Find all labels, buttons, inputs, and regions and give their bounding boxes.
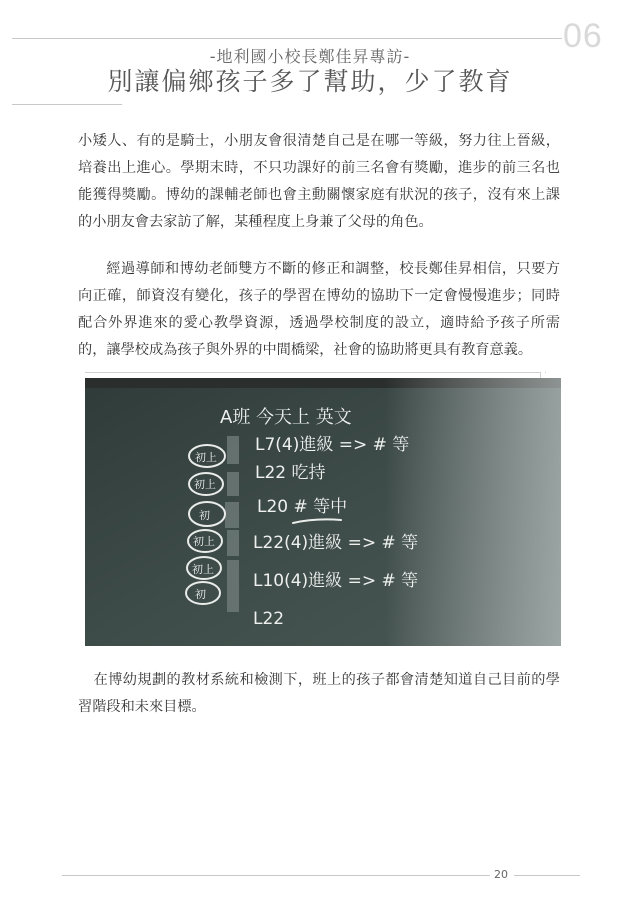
footer-rule-right: [514, 875, 580, 876]
photo-frame-bottom: [545, 372, 546, 373]
board-row-4: L22(4)進級 => # 等: [253, 533, 419, 553]
paragraph-2: [78, 256, 560, 364]
paragraph-3: [78, 667, 560, 721]
paragraph-3-text: 在博幼規劃的教材系統和檢測下，班上的孩子都會清楚知道自己目前的學習階段和未來目標。: [78, 672, 560, 715]
board-label-4: 初上: [193, 535, 215, 548]
blurred-names: [225, 436, 239, 612]
blackboard-photo: [85, 378, 561, 646]
header-rule-bottom: [12, 104, 122, 105]
board-label-1: 初上: [195, 451, 217, 464]
article-subtitle: -地利國小校長鄭佳昇專訪-: [209, 47, 411, 66]
board-row-6: L22: [253, 609, 285, 629]
board-row-5: L10(4)進級 => # 等: [253, 571, 419, 591]
paragraph-1: [78, 128, 560, 236]
page-number: 20: [494, 868, 508, 881]
board-title: A班 今天上 英文: [220, 407, 352, 428]
article-title: 別讓偏鄉孩子多了幫助，少了教育: [107, 67, 513, 96]
header-rule-top: [12, 38, 562, 39]
paragraph-1-text: 小矮人、有的是騎士，小朋友會很清楚自己是在哪一等級，努力往上晉級，培養出上進心。學期末時，不只功課好的前三名會有獎勵，進步的前三名也能獲得獎勵。博幼的課輔老師也會主動關懷家庭有狀況的孩子，沒有來上課的小朋友會去家訪了解，某種程度上身兼了父母的角色。: [78, 133, 560, 230]
paragraph-2-text: 經過導師和博幼老師雙方不斷的修正和調整，校長鄭佳昇相信，只要方向正確，師資沒有變化，孩子的學習在博幼的協助下一定會慢慢進步；同時配合外界進來的愛心教學資源，透過學校制度的設立，適時給予孩子所需的，讓學校成為孩子與外界的中間橋梁，社會的協助將更具有教育意義。: [78, 261, 560, 358]
board-row-3: L20 # 等中: [257, 497, 348, 517]
board-row-2: L22 吃持: [255, 463, 326, 483]
board-label-5: 初上: [192, 563, 214, 576]
blackboard-image: [85, 378, 561, 646]
photo-frame-line: [85, 372, 540, 373]
chapter-number: 06: [563, 17, 603, 55]
board-row-1: L7(4)進級 => # 等: [255, 435, 410, 455]
board-label-3: 初: [199, 509, 210, 522]
board-label-6: 初: [195, 588, 206, 601]
footer-rule: [62, 875, 490, 876]
board-label-2: 初上: [194, 478, 216, 491]
